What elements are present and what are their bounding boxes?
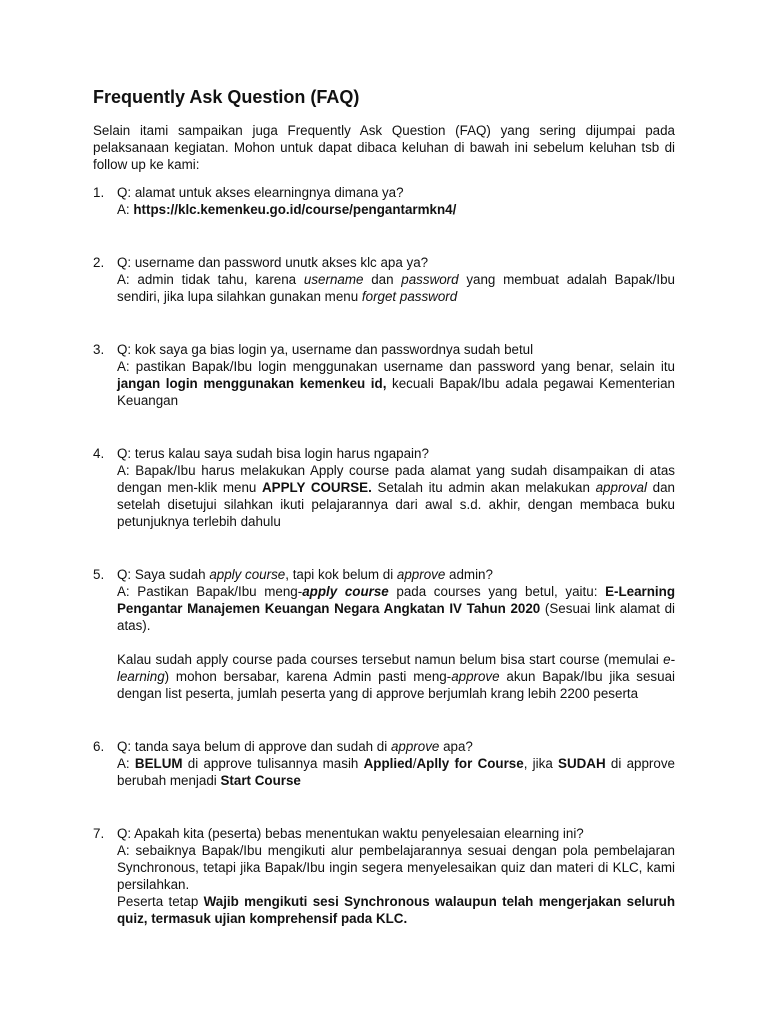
text-run: kecuali Bapak/Ibu adala pegawai Kementerian Keuangan (117, 376, 675, 408)
text-run: Q: username dan password unutk akses klc apa ya? (117, 255, 429, 270)
text-run: Wajib mengikuti sesi Synchronous walaupun telah mengerjakan seluruh quiz, termasuk ujian komprehensif pada KLC. (117, 894, 676, 926)
text-run: e-learning (117, 652, 675, 684)
faq-item (93, 341, 675, 409)
text-run: apply course (209, 567, 286, 582)
text-run: Start Course (220, 773, 301, 788)
text-run: Q: kok saya ga bias login ya, username dan passwordnya sudah betul (117, 342, 534, 357)
text-run: apa? (439, 739, 473, 754)
intro-paragraph: Selain itami sampaikan juga Frequently Ask Question (FAQ) yang sering dijumpai pada pelaksanaan kegiatan. Mohon untuk dapat dibaca keluhan di bawah ini sebelum keluhan tsb di follow up ke kami: (93, 123, 675, 172)
text-run: A: pastikan Bapak/Ibu login menggunakan username dan password yang benar, selain itu (117, 359, 675, 374)
faq-list (93, 184, 675, 927)
text-run: APPLY COURSE. (262, 480, 372, 495)
faq-item (93, 184, 675, 218)
text-run: / (412, 756, 417, 771)
text-run: apply course (302, 584, 389, 599)
faq-answer-note (117, 893, 675, 927)
faq-item (93, 738, 675, 789)
text-run: https://klc.kemenkeu.go.id/course/pengantarmkn4/ (133, 202, 457, 217)
text-run: Q: tanda saya belum di approve dan sudah di (117, 739, 391, 754)
text-run: Q: Apakah kita (peserta) bebas menentukan waktu penyelesaian elearning ini? (117, 826, 584, 841)
faq-number: 4. (93, 446, 105, 461)
text-run: Q: terus kalau saya sudah bisa login harus ngapain? (117, 446, 429, 461)
faq-question (117, 341, 675, 358)
faq-answer (117, 358, 675, 409)
faq-item (93, 254, 675, 305)
text-run: A: Bapak/Ibu harus melakukan Apply course pada alamat yang sudah disampaikan di atas dengan men-klik menu (117, 463, 675, 495)
text-run: forget password (361, 289, 458, 304)
page-title: Frequently Ask Question (FAQ) (93, 87, 360, 107)
faq-number: 1. (93, 185, 105, 200)
faq-answer (117, 755, 675, 789)
text-run: Aplly for Course (416, 756, 524, 771)
text-run: admin? (445, 567, 493, 582)
text-run: A: (117, 202, 134, 217)
faq-item (93, 825, 675, 927)
faq-question (117, 825, 675, 842)
faq-number: 5. (93, 567, 105, 582)
text-run: BELUM (134, 756, 183, 771)
text-run: Applied (363, 756, 413, 771)
faq-answer (117, 201, 675, 218)
faq-answer (117, 271, 675, 305)
text-run: SUDAH (558, 756, 606, 771)
faq-answer (117, 583, 675, 634)
text-run: dan (363, 272, 402, 287)
text-run: approval (595, 480, 647, 495)
faq-question (117, 566, 675, 583)
faq-number: 3. (93, 342, 105, 357)
text-run: Peserta tetap (117, 894, 204, 909)
text-run: di approve berubah menjadi (117, 756, 675, 788)
faq-question (117, 445, 675, 462)
faq-answer-note (117, 651, 675, 702)
text-run: yang membuat adalah Bapak/Ibu sendiri, jika lupa silahkan gunakan menu (117, 272, 675, 304)
text-run: approve (390, 739, 440, 754)
text-run: , tapi kok belum di (285, 567, 397, 582)
text-run: akun Bapak/Ibu jika sesuai dengan list peserta, jumlah peserta yang di approve berjumlah krang lebih 2200 peserta (117, 669, 675, 701)
text-run: , jika (523, 756, 559, 771)
text-run: di approve tulisannya masih (182, 756, 364, 771)
faq-question (117, 254, 675, 271)
faq-question (117, 184, 675, 201)
text-run: E-Learning Pengantar Manajemen Keuangan Negara Angkatan IV Tahun 2020 (117, 584, 675, 616)
text-run: A: (117, 756, 135, 771)
faq-answer (117, 462, 675, 530)
faq-item (93, 445, 675, 530)
text-run: A: Pastikan Bapak/Ibu meng- (117, 584, 303, 599)
text-run: A: sebaiknya Bapak/Ibu mengikuti alur pembelajarannya sesuai dengan pola pembelajaran Synchronous, tetapi jika Bapak/Ibu ingin segera menyelesaikan quiz dan materi di KLC, kami persilahkan. (117, 843, 675, 892)
text-run: dan setelah disetujui silahkan ikuti pelajarannya dari awal s.d. akhir, dengan membaca buku petunjuknya terlebih dahulu (117, 480, 675, 529)
faq-answer (117, 842, 675, 893)
faq-number: 7. (93, 826, 105, 841)
text-run: approve (451, 669, 500, 684)
text-run: jangan login menggunakan kemenkeu id, (117, 376, 387, 391)
text-run: Setalah itu admin akan melakukan (371, 480, 596, 495)
text-run: (Sesuai link alamat di atas). (117, 601, 675, 633)
text-run: password (401, 272, 459, 287)
text-run: username (303, 272, 364, 287)
text-run: pada courses yang betul, yaitu: (388, 584, 606, 599)
text-run: approve (396, 567, 446, 582)
faq-item (93, 566, 675, 702)
text-run: A: admin tidak tahu, karena (117, 272, 304, 287)
text-run: Q: Saya sudah (117, 567, 210, 582)
text-run: Q: alamat untuk akses elearningnya dimana ya? (117, 185, 404, 200)
text-run: Kalau sudah apply course pada courses tersebut namun belum bisa start course (memulai (117, 652, 664, 667)
faq-number: 2. (93, 255, 105, 270)
faq-question (117, 738, 675, 755)
faq-number: 6. (93, 739, 105, 754)
text-run: ) mohon bersabar, karena Admin pasti meng- (164, 669, 452, 684)
